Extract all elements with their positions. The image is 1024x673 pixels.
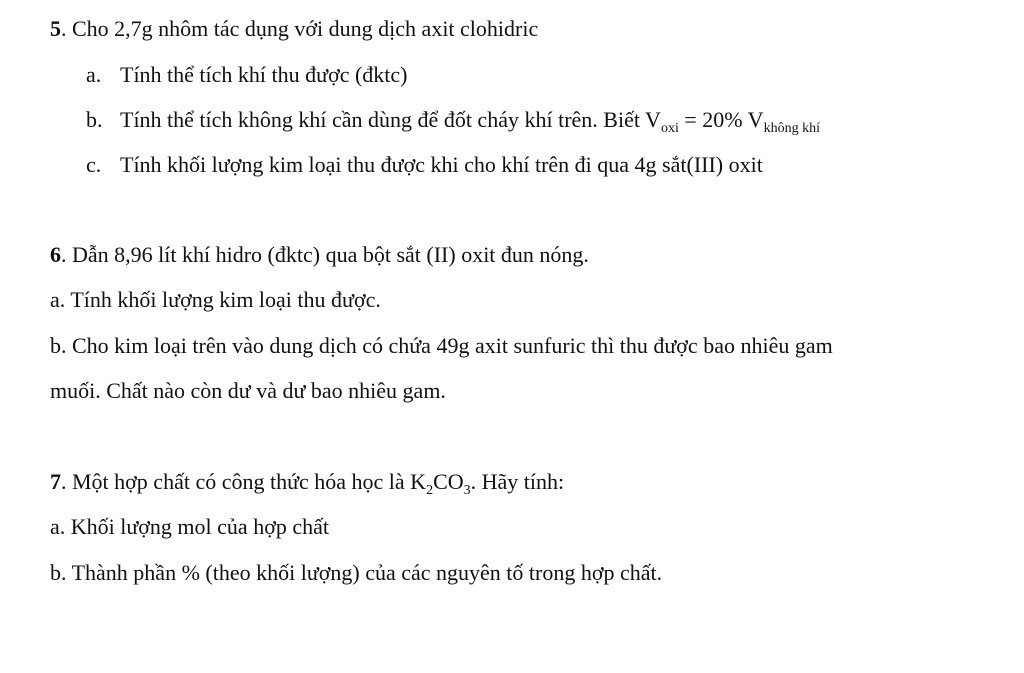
q5-b-label: b. — [86, 107, 103, 132]
q7-part-b: b. Thành phần % (theo khối lượng) của các nguyên tố trong hợp chất. — [50, 560, 663, 585]
q7-formula-co: CO — [433, 469, 464, 494]
q7-number: 7 — [50, 469, 61, 494]
q5-c-text: Tính khối lượng kim loại thu được khi cho khí trên đi qua 4g sắt(III) oxit — [120, 152, 763, 177]
q6-number: 6 — [50, 242, 61, 267]
q5-b-sub-oxi: oxi — [660, 121, 679, 136]
q7-sub-2: 2 — [426, 483, 434, 498]
q6-part-a: a. Tính khối lượng kim loại thu được. — [50, 287, 381, 312]
q7-stem-end: . Hãy tính: — [470, 469, 565, 494]
q5-b-sub-khongkhi: không khí — [763, 121, 820, 136]
q5-part-c — [86, 152, 763, 178]
q5-part-b — [86, 107, 820, 136]
q5-c-label: c. — [86, 152, 102, 177]
q6-stem — [50, 242, 589, 268]
q6-part-b-line2: muối. Chất nào còn dư và dư bao nhiêu gam. — [50, 378, 446, 403]
q6-stem-text: . Dẫn 8,96 lít khí hidro (đktc) qua bột sắt (II) oxit đun nóng. — [61, 242, 589, 267]
q5-a-label: a. — [86, 62, 102, 87]
q5-b-mid: = 20% V — [678, 107, 764, 132]
q6-part-b-line1: b. Cho kim loại trên vào dung dịch có chứa 49g axit sunfuric thì thu được bao nhiêu gam — [50, 333, 833, 358]
q5-number: 5 — [50, 16, 61, 41]
q5-stem — [50, 16, 538, 42]
q7-stem — [50, 469, 565, 498]
q5-b-text: Tính thể tích không khí cần dùng để đốt cháy khí trên. Biết V — [120, 107, 661, 132]
q5-part-a — [86, 62, 408, 88]
q7-stem-text: . Một hợp chất có công thức hóa học là K — [61, 469, 427, 494]
q5-a-text: Tính thể tích khí thu được (đktc) — [120, 62, 408, 87]
q7-part-a: a. Khối lượng mol của hợp chất — [50, 514, 329, 539]
q5-stem-text: . Cho 2,7g nhôm tác dụng với dung dịch axit clohidric — [61, 16, 539, 41]
q7-sub-3: 3 — [463, 483, 471, 498]
